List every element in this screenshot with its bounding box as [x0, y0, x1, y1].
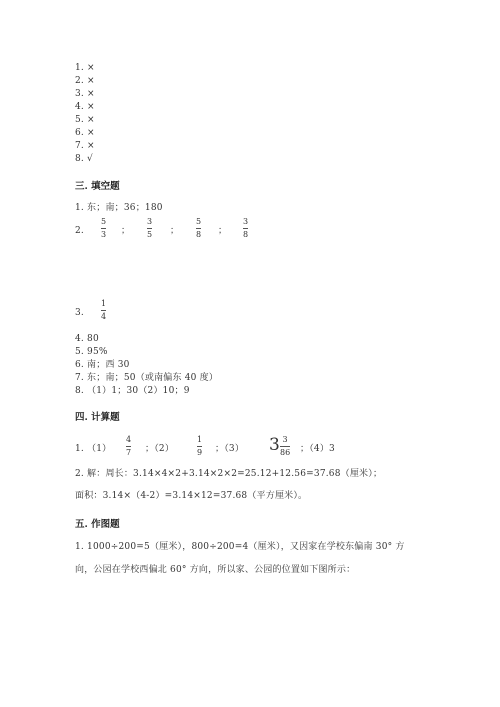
judge-item: 8. √	[75, 154, 93, 164]
fill-q2-label: 2.	[75, 226, 84, 236]
judge-item: 6. ×	[75, 128, 95, 138]
section-heading-draw: 五. 作图题	[75, 519, 120, 530]
judge-item: 4. ×	[75, 102, 95, 112]
judge-item: 7. ×	[75, 141, 95, 151]
fill-item: 8. （1）1；30（2）10；9	[75, 386, 190, 396]
draw-q1-line2: 向，公园在学校西偏北 60° 方向，所以家、公园的位置如下图所示：	[75, 565, 356, 575]
judge-item: 1. ×	[75, 63, 95, 73]
calc-q2-area: 面积：3.14×（4-2）=3.14×12=37.68（平方厘米）。	[75, 491, 308, 501]
fraction: 4 7	[126, 435, 132, 457]
judge-item: 3. ×	[75, 89, 95, 99]
calc-q2-perimeter: 2. 解：周长：3.14×4×2+3.14×2×2=25.12+12.56=37.68（厘米）；	[75, 469, 383, 479]
section-heading-fill: 三. 填空题	[75, 181, 120, 192]
fraction: 1 9	[197, 435, 203, 457]
fill-item: 5. 95%	[75, 347, 108, 357]
fill-q3-label: 3.	[75, 308, 84, 318]
separator: ；（4）3	[300, 444, 335, 454]
fill-item: 6. 南；西 30	[75, 360, 130, 370]
fill-q1: 1. 东；南；36；180	[75, 203, 163, 213]
separator: ；	[121, 226, 131, 236]
judge-item: 5. ×	[75, 115, 95, 125]
calc-q1-label: 1. （1）	[75, 444, 112, 454]
separator: ；（2）	[145, 444, 175, 454]
fraction: 5 8	[196, 217, 202, 239]
mixed-whole: 3	[269, 435, 280, 455]
fraction: 5 3	[101, 217, 107, 239]
fill-item: 4. 80	[75, 334, 99, 344]
fraction: 1 4	[101, 299, 107, 321]
fraction: 3 5	[147, 217, 153, 239]
section-heading-calc: 四. 计算题	[75, 412, 120, 423]
draw-q1-line1: 1. 1000÷200=5（厘米），800÷200=4（厘米），又因家在学校东偏南 30° 方	[75, 542, 405, 552]
separator: ；	[170, 226, 180, 236]
separator: ；（3）	[215, 444, 245, 454]
judge-item: 2. ×	[75, 76, 95, 86]
fraction: 3 8	[243, 217, 249, 239]
fill-item: 7. 东；南；50（或南偏东 40 度）	[75, 373, 219, 383]
separator: ；	[218, 226, 228, 236]
fraction: 3 86	[280, 435, 291, 457]
